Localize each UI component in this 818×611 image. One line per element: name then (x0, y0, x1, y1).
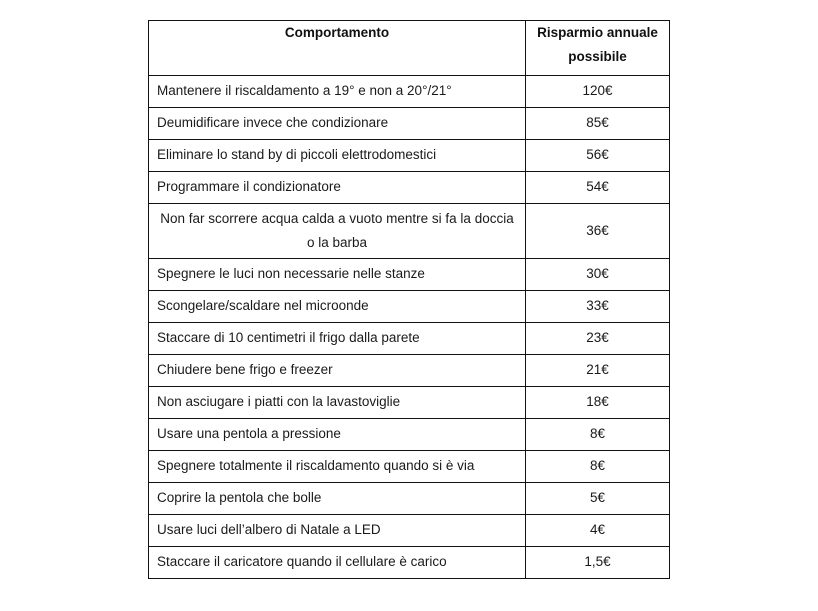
table-row (149, 140, 670, 172)
table-row (149, 355, 670, 387)
savings-table-container (148, 20, 669, 579)
behavior-cell: Programmare il condizionatore (149, 172, 526, 204)
behavior-cell: Spegnere le luci non necessarie nelle stanze (149, 259, 526, 291)
behavior-cell: Coprire la pentola che bolle (149, 483, 526, 515)
table-row (149, 291, 670, 323)
saving-cell: 33€ (526, 291, 670, 323)
behavior-cell: Staccare di 10 centimetri il frigo dalla parete (149, 323, 526, 355)
behavior-cell: Scongelare/scaldare nel microonde (149, 291, 526, 323)
saving-cell: 120€ (526, 76, 670, 108)
table-header-row (149, 21, 670, 76)
saving-cell: 54€ (526, 172, 670, 204)
saving-cell: 4€ (526, 515, 670, 547)
saving-cell: 5€ (526, 483, 670, 515)
table-row (149, 419, 670, 451)
behavior-cell: Non far scorrere acqua calda a vuoto mentre si fa la doccia o la barba (149, 204, 526, 259)
table-row (149, 515, 670, 547)
behavior-cell: Usare una pentola a pressione (149, 419, 526, 451)
saving-cell: 56€ (526, 140, 670, 172)
behavior-cell: Mantenere il riscaldamento a 19° e non a 20°/21° (149, 76, 526, 108)
saving-cell: 21€ (526, 355, 670, 387)
header-saving: Risparmio annuale possibile (526, 21, 670, 76)
table-row (149, 483, 670, 515)
behavior-cell: Chiudere bene frigo e freezer (149, 355, 526, 387)
savings-table (148, 20, 670, 579)
table-row (149, 323, 670, 355)
behavior-cell: Spegnere totalmente il riscaldamento quando si è via (149, 451, 526, 483)
saving-cell: 8€ (526, 419, 670, 451)
saving-cell: 8€ (526, 451, 670, 483)
table-row (149, 387, 670, 419)
saving-cell: 36€ (526, 204, 670, 259)
table-row (149, 451, 670, 483)
table-row (149, 172, 670, 204)
behavior-cell: Usare luci dell’albero di Natale a LED (149, 515, 526, 547)
behavior-cell: Deumidificare invece che condizionare (149, 108, 526, 140)
saving-cell: 85€ (526, 108, 670, 140)
table-row (149, 204, 670, 259)
table-row (149, 108, 670, 140)
saving-cell: 1,5€ (526, 547, 670, 579)
table-row (149, 259, 670, 291)
header-behavior: Comportamento (149, 21, 526, 76)
behavior-cell: Non asciugare i piatti con la lavastoviglie (149, 387, 526, 419)
behavior-cell: Staccare il caricatore quando il cellulare è carico (149, 547, 526, 579)
table-row (149, 76, 670, 108)
table-row (149, 547, 670, 579)
behavior-cell: Eliminare lo stand by di piccoli elettrodomestici (149, 140, 526, 172)
saving-cell: 30€ (526, 259, 670, 291)
saving-cell: 23€ (526, 323, 670, 355)
saving-cell: 18€ (526, 387, 670, 419)
